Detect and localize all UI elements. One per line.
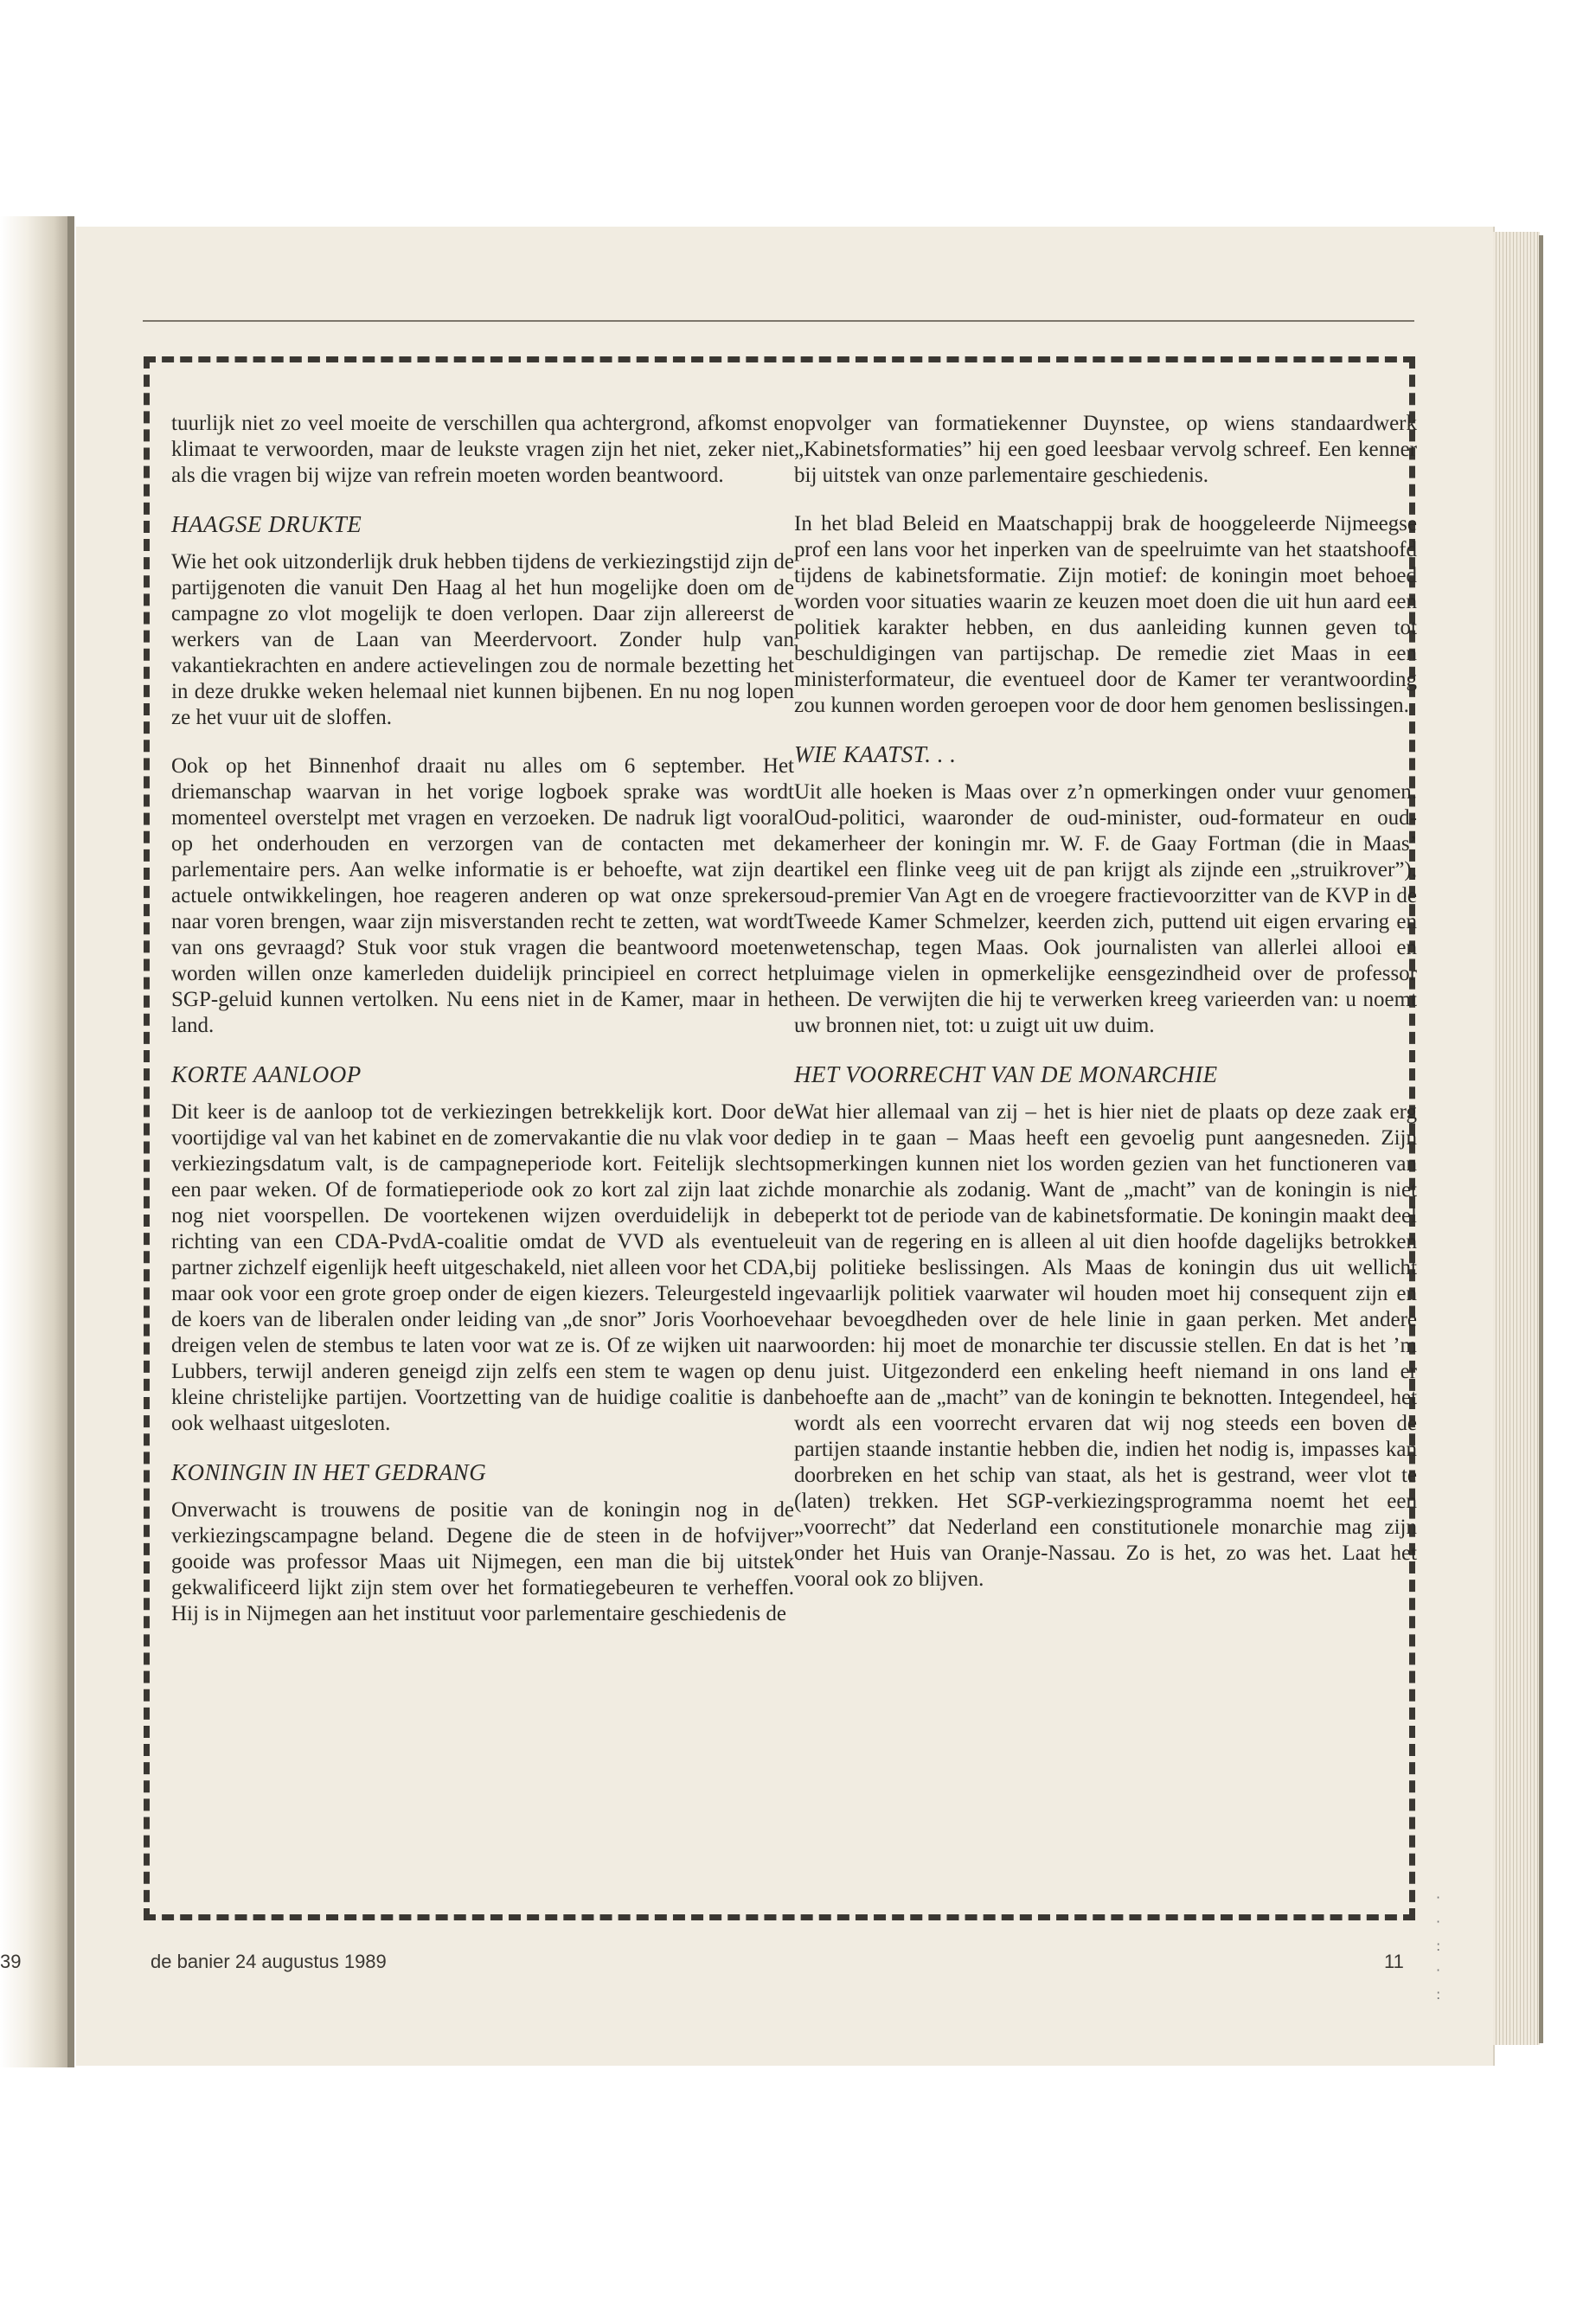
scan-specks: · · : · :	[1436, 1889, 1441, 2003]
section-heading: KONINGIN IN HET GEDRANG	[171, 1459, 487, 1485]
top-rule	[143, 320, 1414, 322]
section-heading: WIE KAATST. . .	[794, 741, 957, 767]
left-column	[171, 411, 794, 1650]
paragraph: Ook op het Binnenhof draait nu alles om 6 september. Het driemanschap waarvan in het vorige logboek sprake was wordt momenteel overstelpt met vragen en verzoeken. De nadruk ligt vooral op het onderhouden en verzorgen van de contacten met de parlementaire pers. Aan welke informatie is er behoefte, wat zijn de actuele ontwikkelingen, hoe reageren anderen op wat onze sprekers naar voren brengen, waar zijn misverstanden recht te zetten, wat wordt van ons gevraagd? Stuk voor stuk vragen die beantwoord moeten worden willen onze kamerleden duidelijk principieel en correct het SGP-geluid kunnen vertolken. Nu eens niet in de Kamer, maar in het land.	[171, 754, 794, 1037]
section-heading: HET VOORRECHT VAN DE MONARCHIE	[794, 1061, 1218, 1087]
paragraph: Wie het ook uitzonderlijk druk hebben tijdens de verkiezingstijd zijn de partijgenoten die vanuit Den Haag al het hun mogelijke doen om de campagne zo vlot mogelijk te doen verlopen. Daar zijn allereerst de werkers van de Laan van Meerdervoort. Zonder hulp van vakantiekrachten en andere actievelingen zou de normale bezetting het in deze drukke weken helemaal niet kunnen bijbenen. En nu nog lopen ze het vuur uit de sloffen.	[171, 550, 794, 729]
paragraph: Onverwacht is trouwens de positie van de koningin nog in de verkiezingscampagne beland. Degene die de steen in de hofvijver gooide was professor Maas uit Nijmegen, een man die bij uitstek gekwalificeerd lijkt zijn stem over het formatiegebeuren te verheffen. Hij is in Nijmegen aan het instituut voor parlementaire geschiedenis de	[171, 1498, 794, 1625]
paragraph: In het blad Beleid en Maatschappij brak de hooggeleerde Nijmeegse prof een lans voor het inperken van de speelruimte van het staatshoofd tijdens de kabinetsformatie. Zijn motief: de koningin moet behoed worden voor situaties waarin ze keuzen moet doen die uit hun aard een politiek karakter hebben, en dus aanleiding kunnen geven tot beschuldigingen van partijschap. De remedie ziet Maas in een ministerformateur, die eventueel door de Kamer ter verantwoording zou kunnen worden geroepen voor de door hem genomen beslissingen.	[794, 512, 1417, 717]
page-stack-shadow	[1539, 235, 1543, 2043]
book-binding-left	[0, 216, 67, 2067]
page-stack-edge	[1493, 232, 1540, 2045]
section-heading: KORTE AANLOOP	[171, 1061, 362, 1087]
paragraph: Wat hier allemaal van zij – het is hier niet de plaats op deze zaak erg diep in te gaan – Maas heeft een gevoelig punt aangesneden. Zijn opmerkingen kunnen niet los worden gezien van het functioneren van de monarchie als zodanig. Want de „macht” van de koningin is niet beperkt tot de periode van de kabinetsformatie. De koningin maakt deel uit van de regering en is alleen al uit dien hoofde dagelijks betrokken bij politieke beslissingen. Als Maas de koningin dus uit wellicht gevaarlijk politiek vaarwater wil houden moet hij consequent zijn en haar bevoegdheden over de hele linie in gaan perken. Met andere woorden: hij moet de monarchie ter discussie stellen. En dat is het ’m nu juist. Uitgezonderd een enkeling heeft niemand in ons land er behoefte aan de „macht” van de koningin te beknotten. Integendeel, het wordt als een voorrecht ervaren dat wij nog steeds een boven de partijen staande instantie hebben die, indien het nodig is, impasses kan doorbreken en het schip van staat, als het is gestrand, weer vlot te (laten) trekken. Het SGP-verkiezingsprogramma noemt het een „voorrecht” dat Nederland een constitutionele monarchie mag zijn onder het Huis van Oranje-Nassau. Zo is het, zo was het. Laat het vooral ook zo blijven.	[794, 1100, 1417, 1591]
right-column	[794, 411, 1417, 1615]
previous-page-number: 39	[0, 1951, 22, 1972]
page-number: 11	[1384, 1951, 1404, 1972]
paragraph: Dit keer is de aanloop tot de verkiezingen betrekkelijk kort. Door de voortijdige val van het kabinet en de zomervakantie die nu vlak voor de verkiezingsdatum valt, is de campagneperiode kort. Feitelijk slechts een paar weken. Of de formatieperiode ook zo kort zal zijn laat zich nog niet voorspellen. De voortekenen wijzen overduidelijk in de richting van een CDA-PvdA-coalitie omdat de VVD als eventuele partner zichzelf eigenlijk heeft uitgeschakeld, niet alleen voor het CDA, maar ook voor een grote groep onder de eigen kiezers. Teleurgesteld in de koers van de liberalen onder leiding van „de snor” Joris Voorhoeve dreigen velen de stembus te laten voor wat ze is. Of ze wijken uit naar Lubbers, terwijl anderen geneigd zijn zelfs een stem te wagen op de kleine christelijke partijen. Voortzetting van de huidige coalitie is dan ook welhaast uitgesloten.	[171, 1100, 794, 1435]
section-heading: HAAGSE DRUKTE	[171, 511, 362, 537]
paragraph: tuurlijk niet zo veel moeite de verschillen qua achtergrond, afkomst en klimaat te verwoorden, maar de leukste vragen zijn het niet, zeker niet als die vragen bij wijze van refrein moeten worden beantwoord.	[171, 412, 794, 487]
publication-footer: de banier 24 augustus 1989	[151, 1951, 387, 1972]
paragraph: opvolger van formatiekenner Duynstee, op wiens standaardwerk „Kabinetsformaties” hij een goed leesbaar vervolg schreef. Een kenner bij uitstek van onze parlementaire geschiedenis.	[794, 412, 1417, 487]
paragraph: Uit alle hoeken is Maas over z’n opmerkingen onder vuur genomen. Oud-politici, waaronder de oud-minister, oud-formateur en oud-kamerheer der koningin mr. W. F. de Gaay Fortman (die in Maas’ artikel een flinke veeg uit de pan krijgt als zijnde een „struikrover”), oud-premier Van Agt en de vroegere fractievoorzitter van de KVP in de Tweede Kamer Schmelzer, keerden zich, puttend uit eigen ervaring en wetenschap, tegen Maas. Ook journalisten van allerlei allooi en pluimage vielen in opmerkelijke eensgezindheid over de professor heen. De verwijten die hij te verwerken kreeg varieerden van: u noemt uw bronnen niet, tot: u zuigt uit uw duim.	[794, 780, 1417, 1037]
